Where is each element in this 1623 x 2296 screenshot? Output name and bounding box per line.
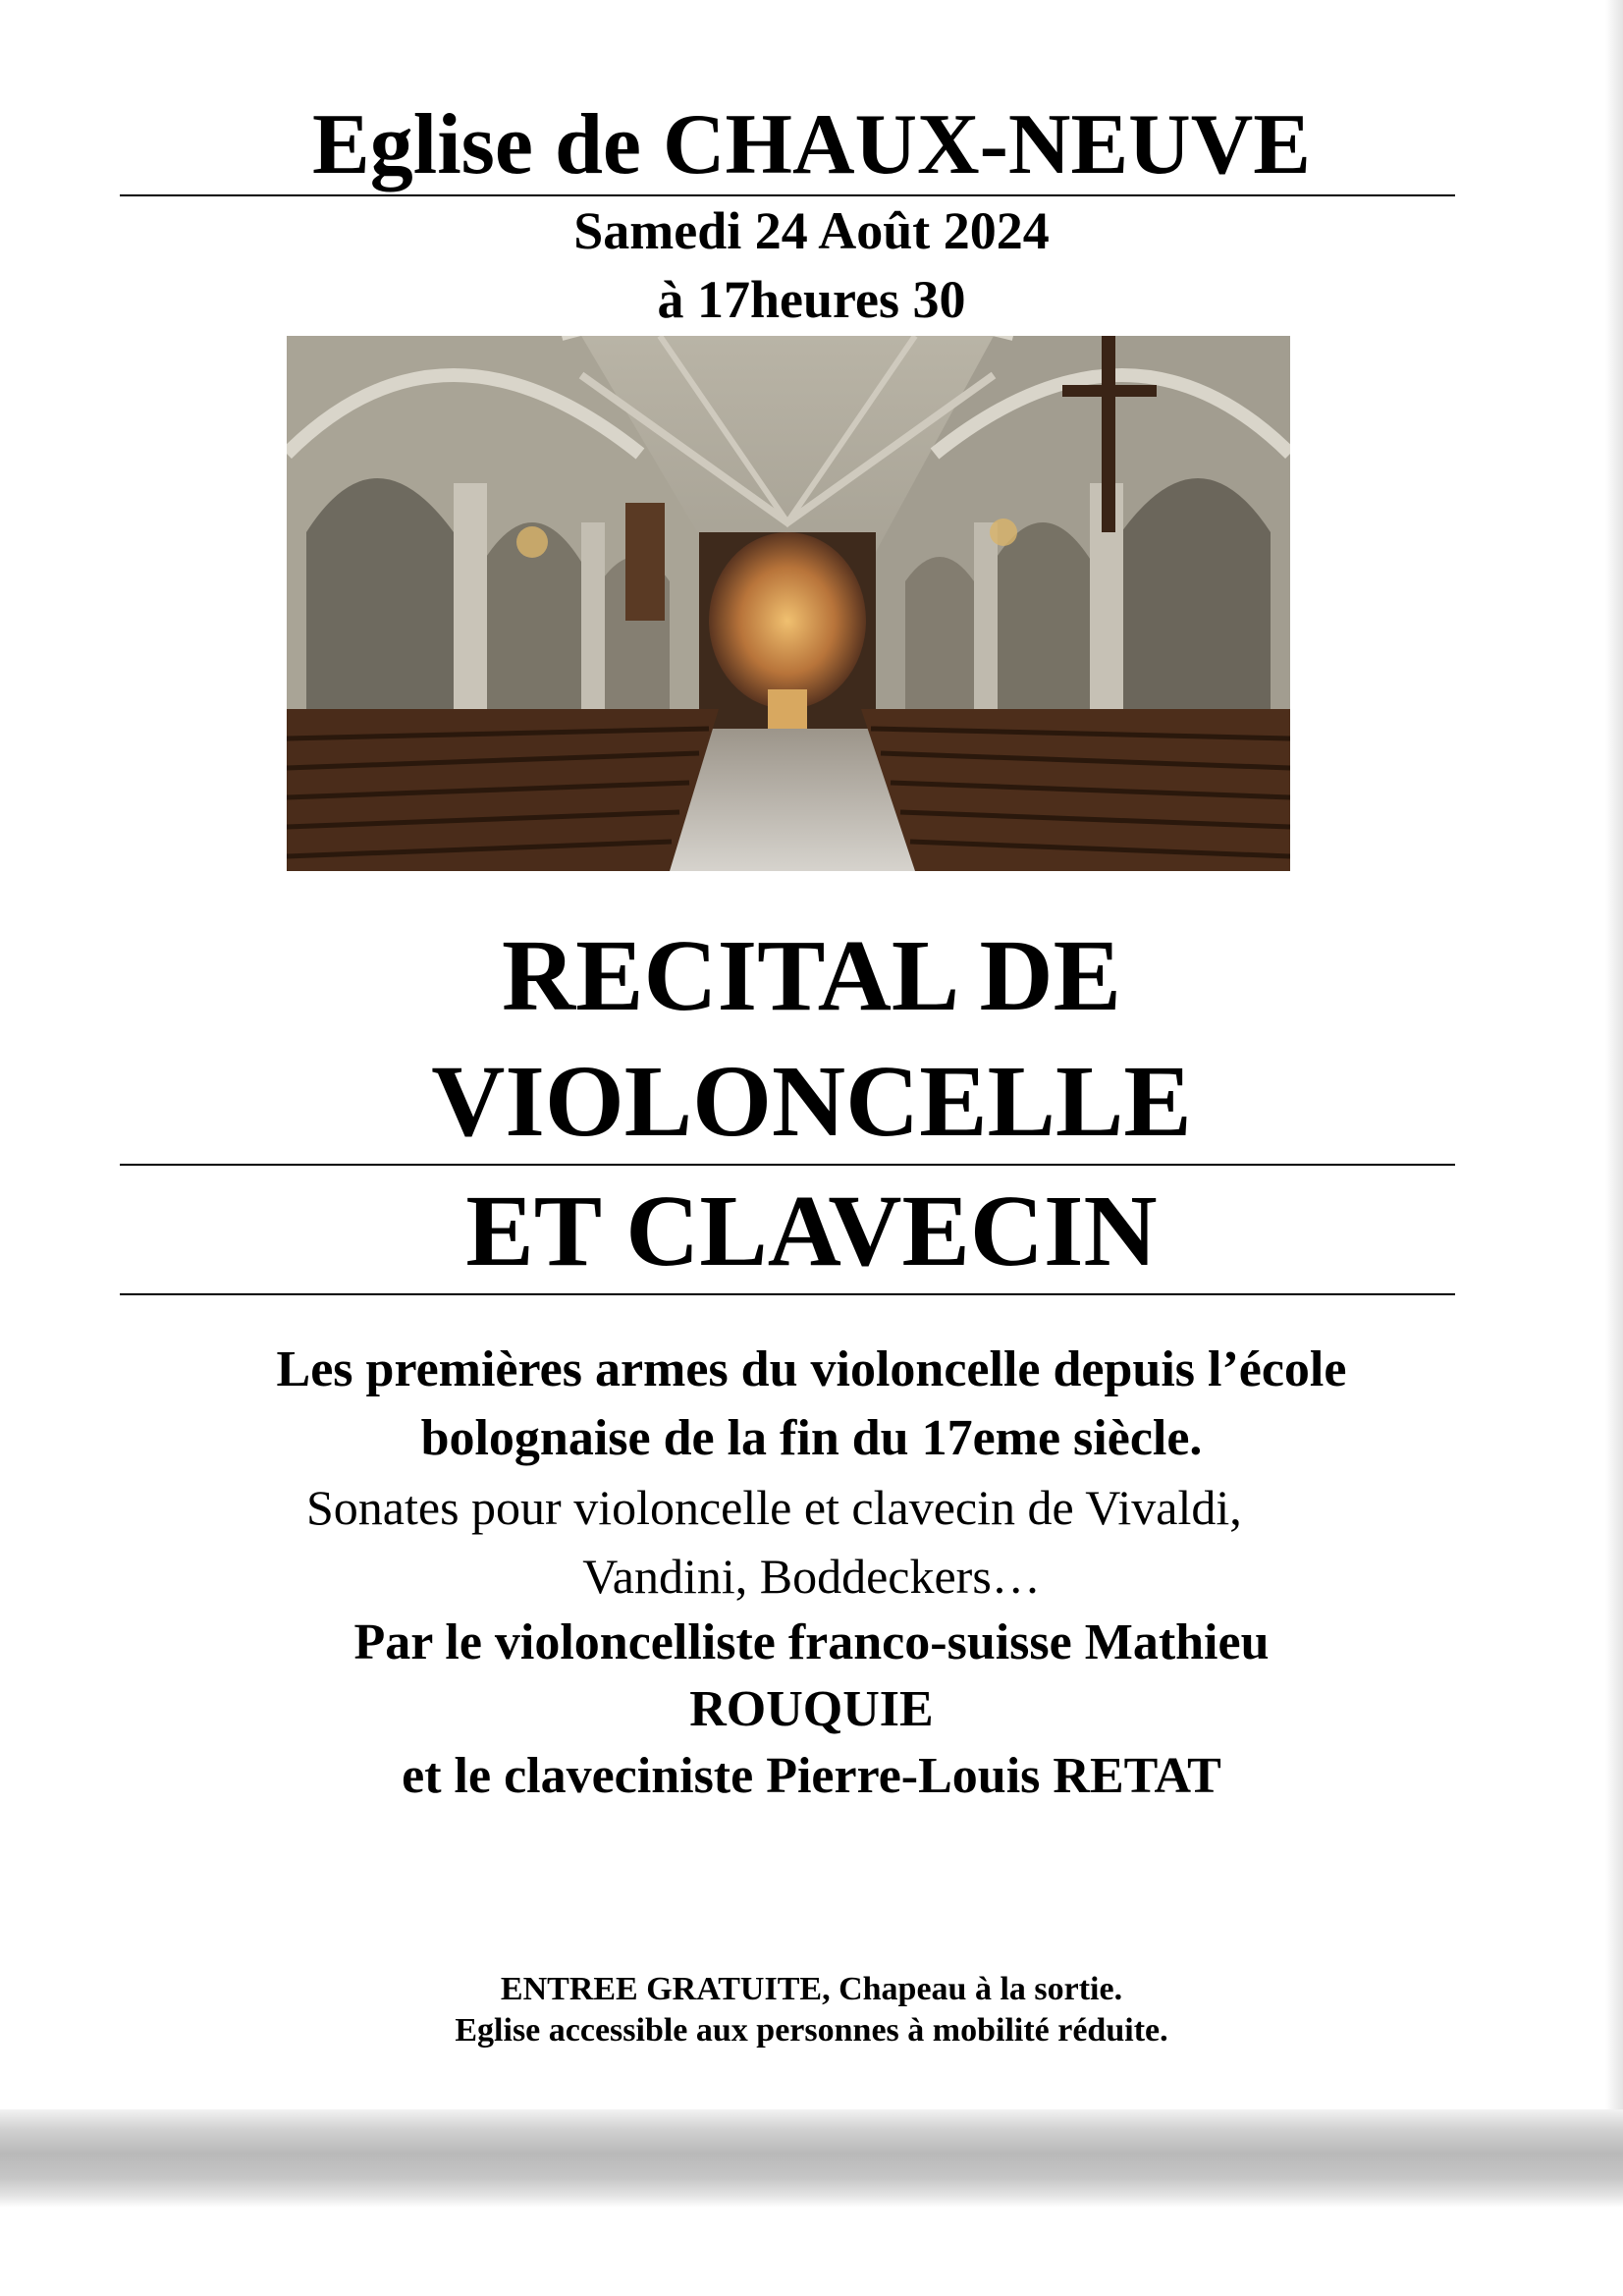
church-interior-photo: [287, 336, 1290, 871]
description-line-2: bolognaise de la fin du 17eme siècle.: [420, 1410, 1203, 1466]
event-time: à 17heures 30: [657, 270, 966, 329]
title-line-1: RECITAL DE: [502, 919, 1121, 1032]
description-line-3: Sonates pour violoncelle et clavecin de Vivaldi,: [306, 1480, 1242, 1535]
event-date: Samedi 24 Août 2024: [573, 201, 1050, 260]
venue-divider: [120, 194, 1455, 196]
title-line-2: VIOLONCELLE: [431, 1045, 1192, 1158]
description-line-5: Par le violoncelliste franco-suisse Mathieu: [353, 1614, 1270, 1670]
title-line-3: ET CLAVECIN: [465, 1175, 1158, 1287]
page-edge-shadow: [1605, 0, 1623, 2109]
venue-heading: Eglise de CHAUX-NEUVE: [312, 97, 1311, 192]
description-line-6: ROUQUIE: [689, 1681, 934, 1737]
description-line-1: Les premières armes du violoncelle depuis l’école: [276, 1341, 1347, 1397]
description-line-7: et le claveciniste Pierre-Louis RETAT: [402, 1748, 1221, 1804]
footer-line-2: Eglise accessible aux personnes à mobilité réduite.: [455, 2012, 1168, 2049]
title-divider-2: [120, 1293, 1455, 1295]
description-line-4: Vandini, Boddeckers…: [582, 1549, 1041, 1604]
title-divider-1: [120, 1164, 1455, 1166]
page-bottom-shadow: [0, 2109, 1623, 2208]
footer-line-1: ENTREE GRATUITE, Chapeau à la sortie.: [500, 1971, 1123, 2007]
